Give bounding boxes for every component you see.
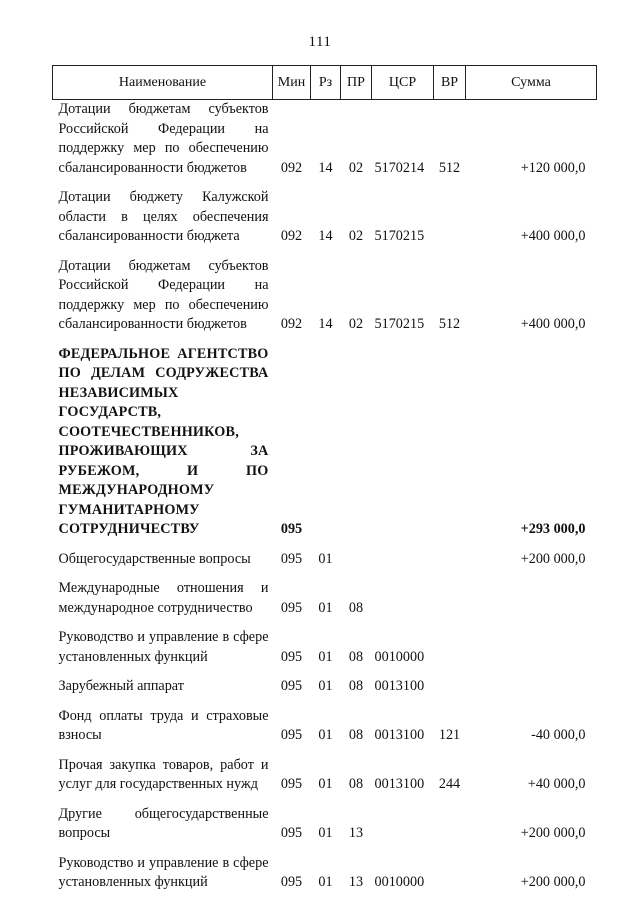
table-row [53,100,597,179]
cell-pr: 13 [348,874,364,890]
cell-vr [434,628,466,667]
cell-pr: 02 [348,228,364,244]
cell-csr [372,550,434,570]
cell-sum [466,628,597,667]
cell-vr [434,345,466,540]
table-row-agency [53,345,597,540]
cell-min: 095 [280,599,303,616]
cell-rz: 01 [318,599,333,616]
column-header-sum: Сумма [466,66,597,100]
table-row [53,550,597,570]
cell-pr [341,345,372,540]
column-header-min: Мин [273,66,311,100]
cell-vr: 244 [438,776,461,792]
cell-pr: 08 [348,678,364,694]
cell-csr: 0010000 [374,648,425,665]
cell-vr [434,677,466,697]
cell-min: 095 [280,678,303,694]
cell-name: ФЕДЕРАЛЬНОЕ АГЕНТСТВО ПО ДЕЛАМ СОДРУЖЕСТВА НЕЗАВИСИМЫХ ГОСУДАРСТВ, СООТЕЧЕСТВЕННИКОВ, ПРОЖИВАЮЩИХ ЗА РУБЕЖОМ, И ПО МЕЖДУНАРОДНОМУ ГУМАНИТАРНОМУ СОТРУДНИЧЕСТВУ [58,345,269,537]
cell-rz [311,345,341,540]
cell-pr: 08 [348,648,364,665]
cell-rz: 01 [318,825,333,841]
column-header-csr: ЦСР [372,66,434,100]
cell-sum: +200 000,0 [520,825,586,841]
table-row [53,756,597,795]
cell-csr: 0010000 [374,874,425,890]
cell-pr: 08 [348,727,364,743]
cell-rz: 14 [318,316,333,332]
cell-name: Другие общегосударственные вопросы [58,805,269,841]
cell-vr: 512 [438,159,461,176]
cell-rz: 14 [318,228,333,244]
cell-min: 095 [280,521,303,537]
page-number: 111 [308,34,332,50]
cell-rz: 01 [318,550,333,567]
cell-vr [434,579,466,618]
cell-name: Дотации бюджетам субъектов Российской Федерации на поддержку мер по обеспечению сбалансированности бюджетов [58,257,269,332]
table-row [53,628,597,667]
cell-vr: 512 [438,316,461,332]
cell-name: Руководство и управление в сфере установленных функций [58,854,269,890]
cell-name: Прочая закупка товаров, работ и услуг для государственных нужд [58,756,269,792]
cell-name: Фонд оплаты труда и страховые взносы [58,707,269,743]
column-header-name: Наименование [53,66,273,100]
cell-csr: 5170215 [374,228,425,244]
table-row [53,805,597,844]
cell-sum: +40 000,0 [527,776,586,792]
cell-rz: 01 [318,874,333,890]
cell-sum [466,677,597,697]
cell-pr: 08 [348,776,364,792]
cell-sum: +200 000,0 [520,550,586,567]
cell-min: 092 [280,228,303,244]
cell-csr: 0013100 [374,727,425,743]
cell-pr: 13 [348,825,364,841]
cell-min: 095 [280,648,303,665]
table-row [53,257,597,335]
cell-pr: 08 [348,599,364,616]
cell-min: 095 [280,550,303,567]
cell-vr [434,188,466,247]
cell-name: Дотации бюджетам субъектов Российской Федерации на поддержку мер по обеспечению сбалансированности бюджетов [58,101,269,176]
table-row [53,707,597,746]
cell-name: Международные отношения и международное сотрудничество [58,580,269,616]
cell-pr: 02 [348,159,364,176]
cell-sum: -40 000,0 [531,727,586,743]
cell-pr: 02 [348,316,364,332]
cell-sum: +400 000,0 [520,228,586,244]
cell-name: Руководство и управление в сфере установленных функций [58,629,269,665]
column-header-rz: Рз [311,66,341,100]
cell-name: Общегосударственные вопросы [58,550,251,567]
cell-rz: 01 [318,727,333,743]
cell-sum [466,579,597,618]
cell-rz: 01 [318,678,333,694]
cell-rz: 14 [318,159,333,176]
cell-vr [434,805,466,844]
cell-csr: 5170215 [374,316,425,332]
cell-min: 095 [280,776,303,792]
cell-sum: +293 000,0 [520,521,586,537]
cell-csr [372,579,434,618]
cell-name: Зарубежный аппарат [58,678,184,694]
cell-vr [434,854,466,893]
column-header-pr: ПР [341,66,372,100]
column-header-vr: ВР [434,66,466,100]
cell-sum: +200 000,0 [520,874,586,890]
cell-min: 095 [280,825,303,841]
table-row [53,188,597,247]
cell-rz: 01 [318,648,333,665]
cell-vr: 121 [438,727,461,743]
cell-sum: +400 000,0 [520,316,586,332]
cell-pr [341,550,372,570]
table-header-row [53,66,597,100]
cell-csr: 5170214 [374,159,425,176]
cell-csr [372,345,434,540]
budget-table [52,65,597,893]
cell-name: Дотации бюджету Калужской области в целях обеспечения сбалансированности бюджета [58,189,269,244]
cell-min: 095 [280,874,303,890]
table-row [53,854,597,893]
cell-min: 092 [280,316,303,332]
cell-csr [372,805,434,844]
cell-vr [434,550,466,570]
cell-sum: +120 000,0 [520,159,586,176]
table-row [53,677,597,697]
cell-min: 095 [280,727,303,743]
cell-rz: 01 [318,776,333,792]
table-row [53,579,597,618]
cell-min: 092 [280,159,303,176]
cell-csr: 0013100 [374,776,425,792]
cell-csr: 0013100 [374,678,425,694]
